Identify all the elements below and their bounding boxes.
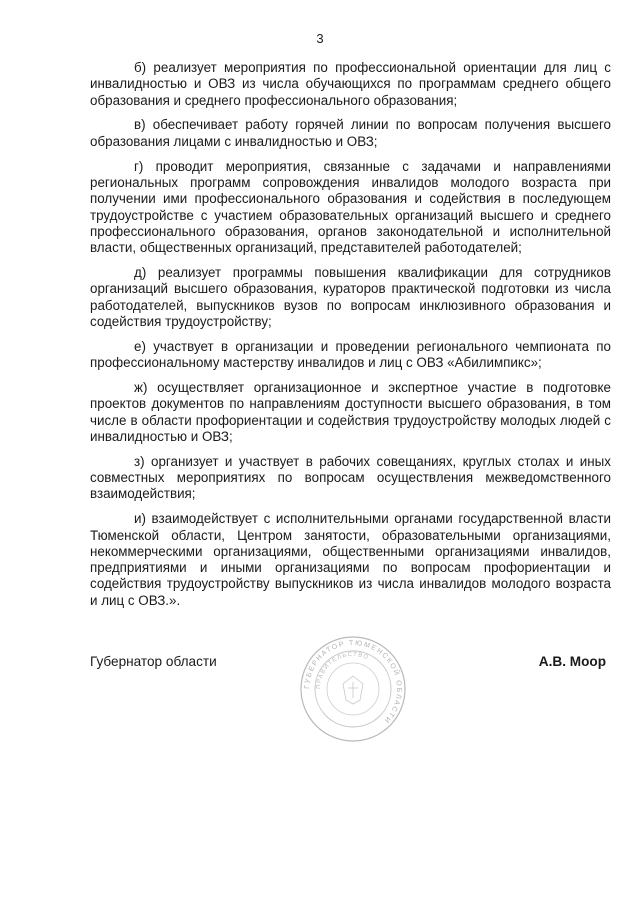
document-body: [90, 60, 611, 618]
seal-inner-text: ПРАВИТЕЛЬСТВО: [315, 651, 370, 690]
paragraph-e: е) участвует в организации и проведении регионального чемпионата по профессиональному мастерству инвалидов и лиц с ОВЗ «Абилимпикс»;: [90, 338, 611, 371]
official-seal: [298, 634, 408, 744]
paragraph-v: в) обеспечивает работу горячей линии по вопросам получения высшего образования лицами с инвалидностью и ОВЗ;: [90, 117, 611, 149]
paragraph-zh: ж) осуществляет организационное и экспертное участие в подготовке проектов документов по направлениям доступности высшего образования, в том числе в области профориентации и содействия трудоустройству молодых людей с инвалидностью и ОВЗ;: [90, 380, 611, 444]
paragraph-z: з) организует и участвует в рабочих совещаниях, круглых столах и иных совместных мероприятиях по вопросам осуществления межведомственного взаимодействия;: [90, 453, 611, 502]
seal-outer-text: ГУБЕРНАТОР ТЮМЕНСКОЙ ОБЛАСТИ: [303, 639, 403, 725]
paragraph-i: и) взаимодействует с исполнительными органами государственной власти Тюменской области, Центром занятости, образовательными организациями, некоммерческими организациями, общественными организациями инвалидов, предприятиями и иными организациями по вопросам профориентации и содействия трудоустройству выпускников из числа инвалидов молодого возраста и лиц с ОВЗ.».: [90, 511, 611, 608]
paragraph-b: б) реализует мероприятия по профессиональной ориентации для лиц с инвалидностью и ОВЗ из числа обучающихся по программам среднего общего образования и среднего профессионального образования;: [90, 60, 611, 108]
seal-emblem-icon: [343, 676, 363, 704]
signer-name: А.В. Моор: [538, 654, 606, 669]
paragraph-g: г) проводит мероприятия, связанные с задачами и направлениями региональных программ сопровождения инвалидов молодого возраста при получении ими профессионального образования и содействия в последующем трудоустройстве с участием образовательных организаций высшего и среднего профессионального образования, органов законодательной и исполнительной власти, общественных организаций, представителей работодателей;: [90, 158, 611, 256]
page-number: 3: [316, 31, 324, 46]
paragraph-d: д) реализует программы повышения квалификации для сотрудников организаций высшего образования, кураторов практической подготовки из числа работодателей, выпускников вузов по вопросам инклюзивного образования и содействия трудоустройству;: [90, 265, 611, 329]
signer-position: Губернатор области: [90, 654, 217, 669]
signature-block: [90, 653, 606, 671]
